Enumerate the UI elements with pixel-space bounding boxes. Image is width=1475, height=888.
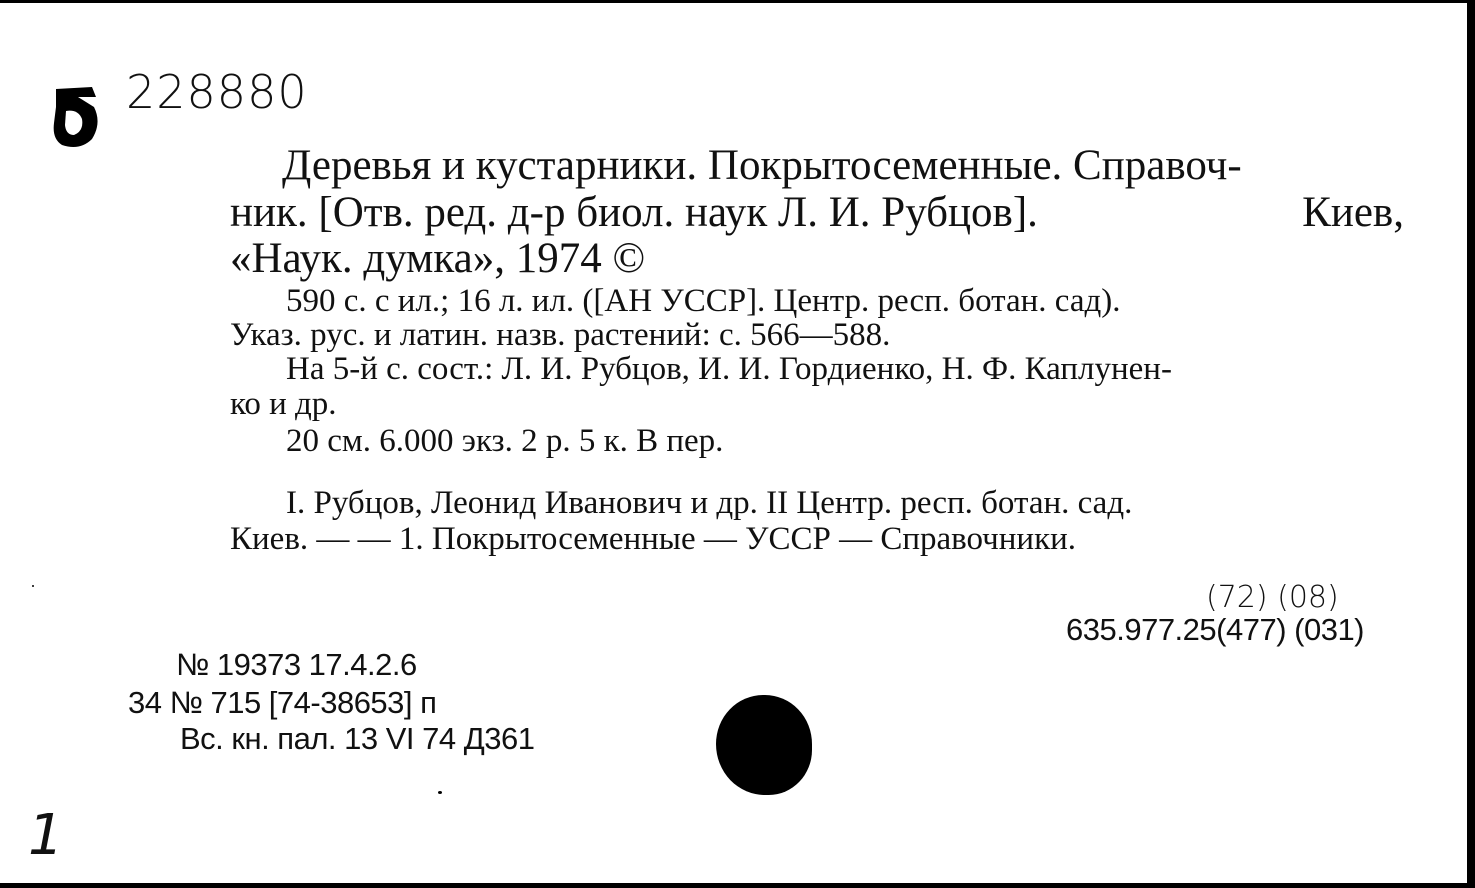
title-text: Деревья и кустарники. Покрытосеменные. Справоч-: [282, 142, 1242, 189]
collation-line-3: На 5-й с. сост.: Л. И. Рубцов, И. И. Гордиенко, Н. Ф. Каплунен-: [286, 351, 1172, 387]
title-line-2: [230, 190, 1404, 236]
udc-handwritten: (72) (08): [1206, 580, 1339, 615]
library-stamp-icon: [48, 83, 104, 151]
accession-number: 228880: [126, 65, 308, 119]
title-line-3: [230, 236, 645, 282]
speck: [32, 585, 34, 587]
publisher-year: «Наук. думка», 1974 ©: [230, 235, 646, 282]
collation-line-1: 590 с. с ил.; 16 л. ил. ([АН УССР]. Центр. респ. ботан. сад).: [286, 283, 1121, 319]
udc-number: 635.977.25(477) (031): [1066, 612, 1365, 647]
collation-line-4: ко и др.: [230, 386, 337, 422]
speck: [438, 791, 442, 794]
record-line-2: 34 № 715 [74-38653] п: [128, 685, 437, 720]
title-line-1: [282, 143, 1404, 189]
card-punch-hole: [716, 695, 812, 795]
tracing-line-2: Киев. — — 1. Покрытосеменные — УССР — Справочники.: [230, 521, 1077, 557]
collation-line-5: 20 см. 6.000 экз. 2 р. 5 к. В пер.: [286, 423, 724, 459]
tracing-line-1: I. Рубцов, Леонид Иванович и др. II Центр. респ. ботан. сад.: [286, 485, 1133, 521]
collation-line-2: Указ. рус. и латин. назв. растений: с. 566—588.: [230, 317, 891, 353]
publication-place: Киев,: [1302, 189, 1404, 236]
corner-mark: 1: [28, 803, 64, 868]
record-line-1: № 19373 17.4.2.6: [176, 647, 417, 682]
record-line-3: Вс. кн. пал. 13 VI 74 Д361: [180, 721, 535, 756]
title-text: ник. [Отв. ред. д-р биол. наук Л. И. Рубцов].: [230, 189, 1038, 236]
